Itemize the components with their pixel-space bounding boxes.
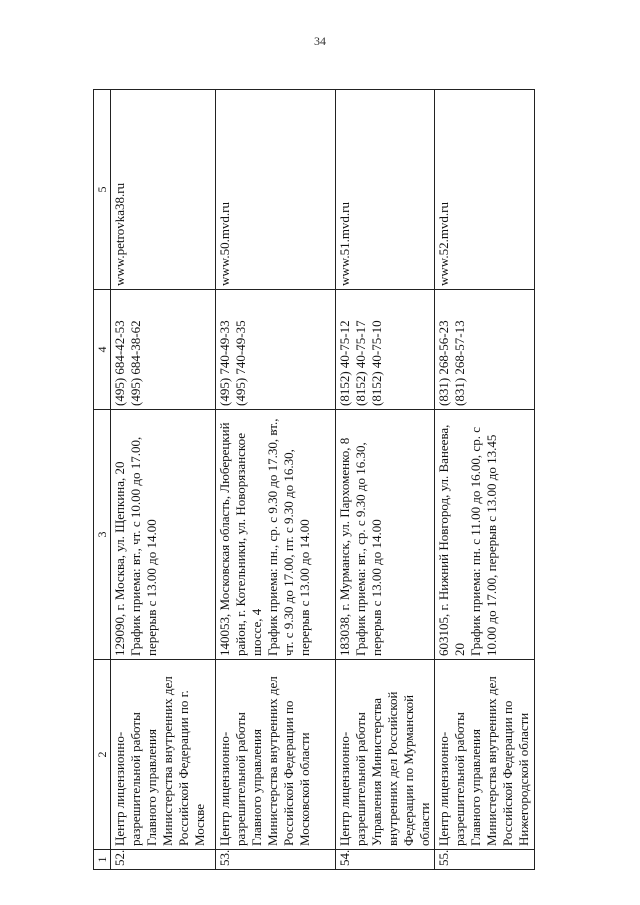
- address-line: 140053, Московская область, Люберецкий район, г. Котельники, ул. Новорязанское шоссе, 4: [217, 422, 264, 656]
- phones-cell: [435, 290, 535, 410]
- phone: (495) 740-49-35: [233, 320, 248, 406]
- phone: (495) 740-49-33: [217, 320, 232, 406]
- address-line: 603105, г. Нижний Новгород, ул. Ванеева, 20: [436, 424, 467, 656]
- schedule-line: График приема: пн., ср. с 9.30 до 17.30, вт., чт. с 9.30 до 17.00, пт. с 9.30 до 16.30, перерыв с 13.00 до 14.00: [265, 418, 312, 656]
- website: www.52.mvd.ru: [435, 90, 535, 290]
- schedule-line: График приема: вт., ср. с 9.30 до 16.30, перерыв с 13.00 до 14.00: [353, 442, 384, 656]
- schedule-line: График приема: пн. с 11.00 до 16.00, ср. с 10.00 до 17.00, перерыв с 13.00 до 13.45: [468, 427, 499, 656]
- phones-cell: [336, 290, 435, 410]
- row-number: 54.: [336, 850, 435, 870]
- phones-cell: [216, 290, 336, 410]
- table-row: [216, 90, 336, 870]
- phone: (8152) 40-75-12: [337, 320, 352, 406]
- phone: (8152) 40-75-17: [353, 320, 368, 406]
- schedule-line: График приема: вт., чт. с 10.00 до 17.00, перерыв с 13.00 до 14.00: [128, 436, 159, 656]
- table-row: [435, 90, 535, 870]
- column-header: 3: [94, 410, 111, 660]
- website: www.50.mvd.ru: [216, 90, 336, 290]
- phone: (8152) 40-75-10: [369, 320, 384, 406]
- address-line: 129090, г. Москва, ул. Щепкина, 20: [112, 461, 127, 656]
- column-header: 1: [94, 850, 111, 870]
- table-header-row: [94, 90, 111, 870]
- column-header: 2: [94, 660, 111, 850]
- phone: (831) 268-57-13: [452, 320, 467, 406]
- phone: (495) 684-42-53: [112, 320, 127, 406]
- website: www.51.mvd.ru: [336, 90, 435, 290]
- page-number: 34: [314, 34, 326, 48]
- center-name: Центр лицензионно-разрешительной работы Главного управления Министерства внутренних дел Российской Федерации по г. Москве: [111, 660, 216, 850]
- address-cell: [336, 410, 435, 660]
- phone: (831) 268-56-23: [436, 320, 451, 406]
- center-name: Центр лицензионно-разрешительной работы Управления Министерства внутренних дел Российской Федерации по Мурманской области: [336, 660, 435, 850]
- address-cell: [435, 410, 535, 660]
- column-header: 5: [94, 90, 111, 290]
- center-name: Центр лицензионно-разрешительной работы Главного управления Министерства внутренних дел Российской Федерации по Нижегородской области: [435, 660, 535, 850]
- row-number: 55.: [435, 850, 535, 870]
- center-name: Центр лицензионно-разрешительной работы Главного управления Министерства внутренних дел Российской Федерации по Московской области: [216, 660, 336, 850]
- phones-cell: [111, 290, 216, 410]
- table-row: [111, 90, 216, 870]
- rotated-table-container: [93, 90, 531, 870]
- phone: (495) 684-38-62: [128, 320, 143, 406]
- address-cell: [111, 410, 216, 660]
- table-row: [336, 90, 435, 870]
- column-header: 4: [94, 290, 111, 410]
- website: www.petrovka38.ru: [111, 90, 216, 290]
- licensing-centers-table: [93, 89, 535, 870]
- row-number: 52.: [111, 850, 216, 870]
- address-cell: [216, 410, 336, 660]
- address-line: 183038, г. Мурманск, ул. Пархоменко, 8: [337, 437, 352, 656]
- row-number: 53.: [216, 850, 336, 870]
